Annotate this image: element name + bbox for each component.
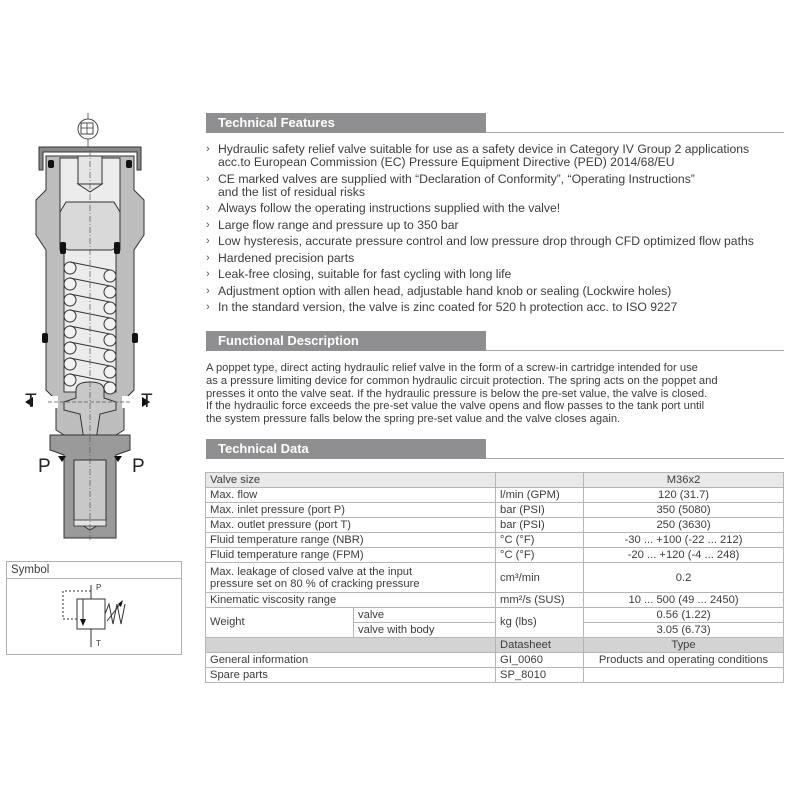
feature-item: › Low hysteresis, accurate pressure control and low pressure drop through CFD optimized flow paths <box>206 234 754 248</box>
row-label: Spare parts <box>206 668 496 683</box>
row-label: Max. inlet pressure (port P) <box>206 503 496 518</box>
row-value: 0.2 <box>584 563 784 593</box>
port-t-right-label: T <box>141 391 153 412</box>
divider <box>486 132 784 133</box>
feature-item: › Hardened precision parts <box>206 250 355 265</box>
feature-item: › Always follow the operating instructions supplied with the valve! <box>206 201 561 215</box>
feature-item: › Adjustment option with allen head, adjustable hand knob or sealing (Lockwire holes) <box>206 283 672 298</box>
chevron-right-icon: › <box>206 284 210 297</box>
seal <box>132 333 138 343</box>
row-value: -20 ... +120 (-4 ... 248) <box>584 548 784 563</box>
row-sublabel: valve with body <box>354 623 496 638</box>
row-label: Max. leakage of closed valve at the input pressure set on 80 % of cracking pressure <box>206 563 496 593</box>
column-header-type: Type <box>584 638 784 653</box>
description-line: the system pressure falls below the spring pre-set value and the valve closes again. <box>206 413 621 426</box>
row-unit: °C (°F) <box>496 533 584 548</box>
hydraulic-relief-valve-symbol-icon <box>7 579 181 654</box>
row-label: Max. flow <box>206 488 496 503</box>
seal <box>48 160 54 168</box>
description-line: presses it onto the valve seat. If the hydraulic pressure is below the pre-set value, the valve is closed. <box>206 387 708 400</box>
symbol-port-p: P <box>96 583 102 592</box>
row-unit: bar (PSI) <box>496 518 584 533</box>
row-value: 3.05 (6.73) <box>584 623 784 638</box>
divider <box>486 458 784 459</box>
row-unit: l/min (GPM) <box>496 488 584 503</box>
datasheet-link[interactable]: GI_0060 <box>496 653 584 668</box>
row-unit <box>496 473 584 488</box>
row-value: -30 ... +100 (-22 ... 212) <box>584 533 784 548</box>
functional-description <box>206 362 786 426</box>
row-label: Fluid temperature range (FPM) <box>206 548 496 563</box>
table-row-leakage <box>206 563 784 593</box>
port-p-left-label: P <box>38 456 51 477</box>
row-label: Fluid temperature range (NBR) <box>206 533 496 548</box>
table-row-doc <box>206 653 784 668</box>
table-row-viscosity <box>206 593 784 608</box>
port-t-left-label: T <box>25 391 37 412</box>
section-title: Functional Description <box>218 333 359 348</box>
port-p-right-label: P <box>132 456 145 477</box>
row-label: Weight <box>206 608 354 638</box>
row-unit: mm²/s (SUS) <box>496 593 584 608</box>
column-header-datasheet: Datasheet <box>496 638 584 653</box>
table-row-valve-size <box>206 473 784 488</box>
feature-item: › Hydraulic safety relief valve suitable for use as a safety device in Category IV Group 2 applications acc.to European Commission (EC) Pressure Equipment Directive (PED) 2014/68/EU <box>206 142 750 169</box>
row-value: Products and operating conditions <box>584 653 784 668</box>
section-title: Technical Features <box>218 115 335 130</box>
section-header-bar <box>206 439 486 459</box>
row-label: Kinematic viscosity range <box>206 593 496 608</box>
row-unit: bar (PSI) <box>496 503 584 518</box>
symbol-port-t: T <box>96 639 101 648</box>
row-value <box>584 668 784 683</box>
feature-item: › Large flow range and pressure up to 350 bar <box>206 217 459 232</box>
feature-item: › In the standard version, the valve is zinc coated for 520 h protection acc. to ISO 9227 <box>206 300 678 314</box>
row-label: General information <box>206 653 496 668</box>
feature-item: › CE marked valves are supplied with “Declaration of Conformity”, “Operating Instructions” and the list of residual risks <box>206 171 695 199</box>
row-value: 120 (31.7) <box>584 488 784 503</box>
chevron-right-icon: › <box>206 143 210 155</box>
row-value: M36x2 <box>584 473 784 488</box>
table-row-doc-header <box>206 638 784 653</box>
seal <box>60 242 66 254</box>
row-value: 350 (5080) <box>584 503 784 518</box>
table-row <box>206 548 784 563</box>
symbol-title: Symbol <box>7 562 181 579</box>
technical-data-header <box>206 439 784 459</box>
description-line: as a pressure limiting device for common hydraulic circuit protection. The spring acts on the poppet and <box>206 374 718 387</box>
seal <box>42 333 48 343</box>
row-label: Valve size <box>206 473 496 488</box>
chevron-right-icon: › <box>206 202 210 214</box>
row-sublabel: valve <box>354 608 496 623</box>
technical-data-table <box>205 472 784 683</box>
table-row-doc <box>206 668 784 683</box>
row-unit: cm³/min <box>496 563 584 593</box>
row-value: 250 (3630) <box>584 518 784 533</box>
row-label: Max. outlet pressure (port T) <box>206 518 496 533</box>
adjustment-symbol-icon <box>78 113 98 148</box>
chevron-right-icon: › <box>206 268 210 280</box>
functional-description-header <box>206 331 784 351</box>
datasheet-link[interactable]: SP_8010 <box>496 668 584 683</box>
divider <box>486 350 784 351</box>
chevron-right-icon: › <box>206 172 210 185</box>
table-row <box>206 503 784 518</box>
seal <box>126 160 132 168</box>
section-title: Technical Data <box>218 441 309 456</box>
chevron-right-icon: › <box>206 251 210 264</box>
seal <box>114 242 120 254</box>
table-row <box>206 488 784 503</box>
table-row-weight <box>206 608 784 623</box>
feature-list <box>206 143 796 318</box>
description-line: If the hydraulic force exceeds the pre-set value the valve opens and flow passes to the tank port until <box>206 400 705 413</box>
section-header-bar <box>206 331 486 351</box>
chevron-right-icon: › <box>206 301 210 313</box>
description-line: A poppet type, direct acting hydraulic relief valve in the form of a screw-in cartridge intended for use <box>206 362 698 374</box>
technical-features-header <box>206 113 784 133</box>
table-row <box>206 518 784 533</box>
table-row <box>206 533 784 548</box>
feature-item: › Leak-free closing, suitable for fast cycling with long life <box>206 267 512 281</box>
row-value: 0.56 (1.22) <box>584 608 784 623</box>
row-unit: kg (lbs) <box>496 608 584 638</box>
row-label <box>206 638 496 653</box>
section-header-bar <box>206 113 486 133</box>
chevron-right-icon: › <box>206 235 210 247</box>
symbol-panel <box>6 561 182 655</box>
row-value: 10 ... 500 (49 ... 2450) <box>584 593 784 608</box>
chevron-right-icon: › <box>206 218 210 231</box>
row-unit: °C (°F) <box>496 548 584 563</box>
